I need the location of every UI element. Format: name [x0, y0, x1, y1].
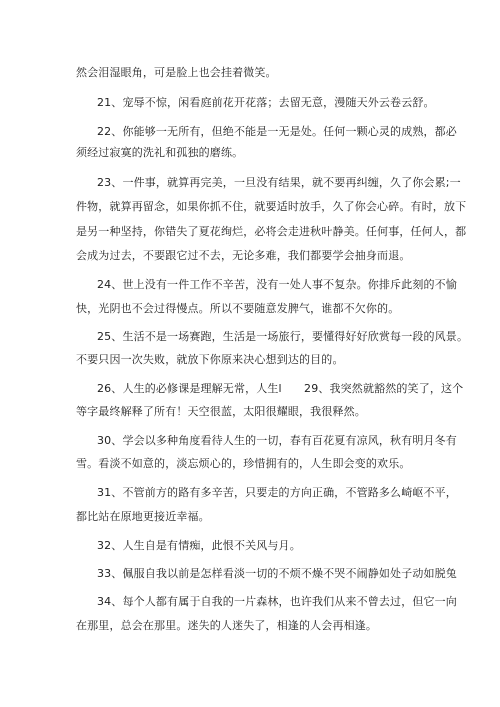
paragraph-23-line: 件物，就算再留念，如果你抓不住，就要适时放手，久了你会心碎。有时，放下 [76, 200, 467, 213]
paragraph-30-line: 雪。看淡不如意的，淡忘烦心的，珍惜拥有的，人生即会变的欢乐。 [76, 457, 411, 470]
paragraph-26-line: 26、人生的必修课是理解无常，人生l 29、我突然就豁然的笑了，这个 [97, 382, 464, 395]
text-line: 然会泪湿眼角，可是脸上也会挂着微笑。 [76, 66, 277, 79]
paragraph-23-line: 会成为过去，不要跟它过不去，无论多难，我们都要学会抽身而退。 [76, 249, 411, 262]
paragraph-25-line: 25、生活不是一场赛跑，生活是一场旅行，要懂得好好欣赏每一段的风景。 [97, 330, 469, 343]
paragraph-31-line: 都比站在原地更接近幸福。 [76, 510, 210, 523]
paragraph-24-line: 快，光阴也不会过得慢点。所以不要随意发脾气，谁都不欠你的。 [76, 302, 400, 315]
paragraph-34-line: 34、每个人都有属于自我的一片森林，也许我们从来不曾去过，但它一向 [97, 595, 457, 608]
paragraph-23-line: 是另一种坚持，你错失了夏花绚烂，必将会走进秋叶静美。任何事，任何人，都 [76, 225, 467, 238]
paragraph-32-line: 32、人生自是有情痴，此恨不关风与月。 [97, 539, 301, 552]
paragraph-30-line: 30、学会以多种角度看待人生的一切，春有百花夏有凉风，秋有明月冬有 [97, 434, 457, 447]
paragraph-26-line: 等字最终解释了所有！天空很蓝，太阳很耀眼，我很释然。 [76, 405, 366, 418]
paragraph-25-line: 不要只因一次失败，就放下你原来决心想到达的目的。 [76, 353, 344, 366]
paragraph-33-line: 33、佩服自我以前是怎样看淡一切的不烦不燥不哭不闹静如处子动如脱兔 [97, 567, 457, 580]
paragraph-31-line: 31、不管前方的路有多辛苦，只要走的方向正确，不管路多么崎岖不平， [97, 486, 457, 499]
paragraph-34-line: 在那里，总会在那里。迷失的人迷失了，相逢的人会再相逢。 [76, 619, 378, 632]
paragraph-21-line: 21、宠辱不惊，闲看庭前花开花落；去留无意，漫随天外云卷云舒。 [97, 96, 435, 109]
paragraph-22-line: 须经过寂寞的洗礼和孤独的磨练。 [76, 146, 244, 159]
paragraph-22-line: 22、你能够一无所有，但绝不能是一无是处。任何一颗心灵的成熟，都必 [97, 125, 457, 138]
paragraph-23-line: 23、一件事，就算再完美，一旦没有结果，就不要再纠缠，久了你会累;一 [97, 176, 461, 189]
paragraph-24-line: 24、世上没有一件工作不辛苦，没有一处人事不复杂。你排斥此刻的不愉 [97, 278, 457, 291]
